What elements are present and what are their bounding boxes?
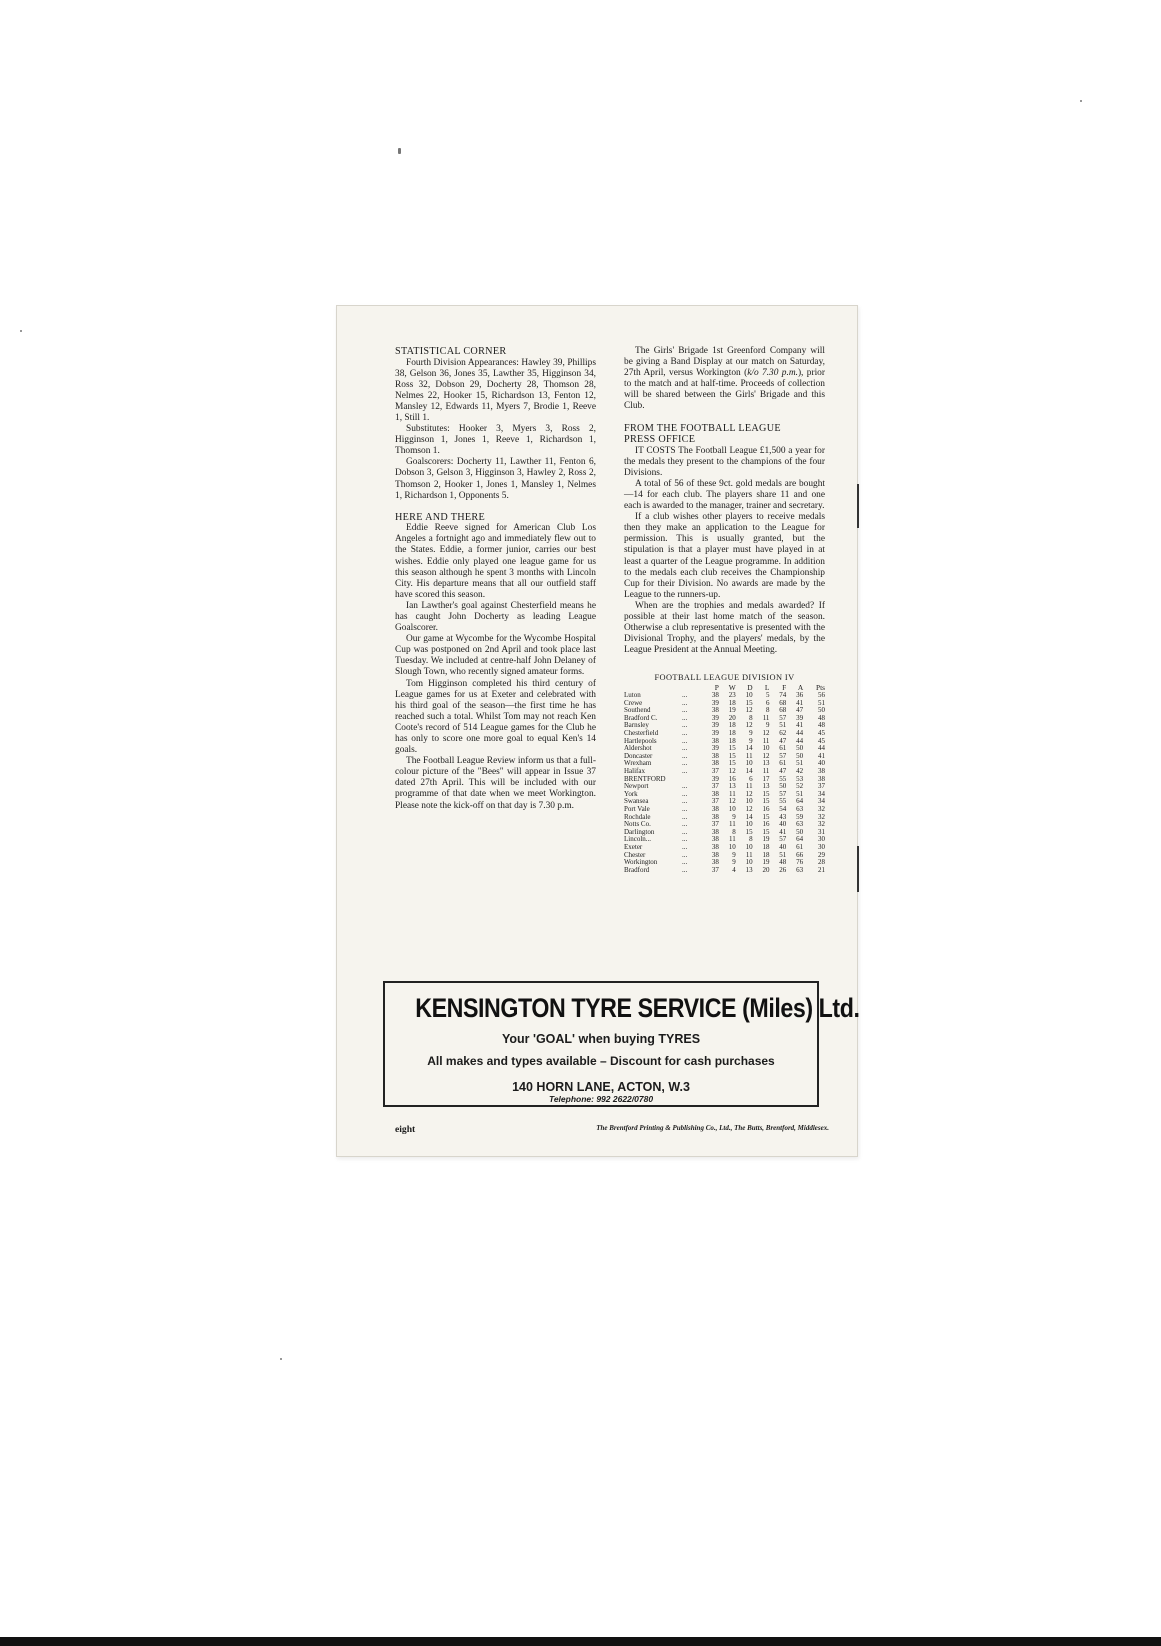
cell-drawn: 14	[745, 744, 753, 753]
page-number: eight	[395, 1124, 416, 1135]
table-row	[624, 745, 825, 753]
cell-drawn: 15	[745, 698, 753, 707]
cell-goals-for: 50	[779, 782, 787, 791]
cell-played: 38	[711, 842, 719, 851]
cell-goals-for: 68	[779, 706, 787, 715]
cell-played: 38	[711, 691, 719, 700]
cell-goals-for: 41	[779, 827, 787, 836]
cell-goals-against: 41	[796, 698, 804, 707]
cell-points: 30	[818, 842, 825, 851]
cell-lost: 20	[762, 865, 770, 874]
cell-goals-against: 42	[796, 766, 804, 775]
advert-offer: All makes and types available – Discount for cash purchases	[427, 1054, 775, 1068]
here-and-there-heading: HERE AND THERE	[395, 511, 486, 523]
cell-played: 38	[711, 759, 719, 768]
cell-goals-for: 74	[779, 691, 787, 700]
cell-won: 15	[728, 751, 736, 760]
team-name: Wrexham	[624, 759, 652, 768]
cell-lost: 10	[762, 744, 770, 753]
cell-drawn: 11	[745, 782, 753, 791]
team-name: Darlington	[624, 827, 655, 836]
cell-goals-for: 43	[779, 812, 787, 821]
cell-goals-against: 51	[796, 789, 804, 798]
cell-lost: 15	[762, 789, 770, 798]
cell-goals-for: 61	[779, 759, 787, 768]
programme-page	[336, 305, 858, 1157]
team-name: Lincoln...	[624, 835, 652, 844]
league-table-header-row	[624, 684, 825, 692]
table-row	[624, 821, 825, 829]
cell-goals-against: 39	[796, 713, 804, 722]
league-review-paragraph: The Football League Review inform us that a full-colour picture of the "Bees" will appear in Issue 37 dated 27th April. This will be included with our programme of that date when we meet Workington. Please note the kick-off on that day is 7.30 p.m.	[395, 756, 596, 811]
col-header-d: D	[747, 683, 753, 693]
cell-points: 28	[818, 858, 825, 867]
cell-goals-against: 44	[796, 736, 804, 745]
cell-drawn: 6	[749, 774, 753, 783]
goalscorers-paragraph: Goalscorers: Docherty 11, Lawther 11, Fenton 6, Dobson 3, Gelson 3, Higginson 3, Hawley 2, Ross 2, Thomson 2, Hooker 1, Jones 1, Mansley 1, Nelmes 1, Richardson 1, Opponents 5.	[395, 457, 596, 501]
table-row	[624, 806, 825, 814]
cell-points: 45	[818, 736, 825, 745]
cell-lost: 16	[762, 820, 770, 829]
cell-goals-for: 68	[779, 698, 787, 707]
printer-credit: The Brentford Printing & Publishing Co., Ltd., The Butts, Brentford, Middlesex.	[596, 1124, 829, 1132]
cell-won: 4	[732, 865, 736, 874]
cell-played: 39	[711, 698, 719, 707]
col-header-a: A	[797, 683, 804, 693]
leader-dots: ...	[682, 736, 688, 745]
leader-dots: ...	[682, 759, 688, 768]
cell-points: 38	[818, 774, 825, 783]
cell-goals-against: 63	[796, 820, 804, 829]
football-league-heading-line2: PRESS OFFICE	[624, 434, 696, 446]
cell-drawn: 13	[745, 865, 753, 874]
leader-dots: ...	[682, 751, 688, 760]
cell-goals-against: 36	[796, 691, 804, 700]
leader-dots: ...	[682, 804, 688, 813]
table-row	[624, 844, 825, 852]
leader-dots: ...	[682, 766, 688, 775]
cell-drawn: 10	[745, 820, 753, 829]
leader-dots: ...	[682, 850, 688, 859]
cell-goals-against: 50	[796, 744, 804, 753]
cell-points: 30	[818, 835, 825, 844]
col-header-w: W	[728, 683, 736, 693]
team-name: Aldershot	[624, 744, 652, 753]
cell-points: 40	[818, 759, 825, 768]
cell-drawn: 10	[745, 759, 753, 768]
cell-points: 50	[818, 706, 825, 715]
cell-played: 38	[711, 827, 719, 836]
cell-goals-for: 57	[779, 835, 787, 844]
advert-company-name: KENSINGTON TYRE SERVICE (Miles) Ltd.	[415, 993, 860, 1023]
cell-won: 16	[728, 774, 736, 783]
cell-played: 38	[711, 812, 719, 821]
cell-goals-for: 47	[779, 766, 787, 775]
leader-dots: ...	[682, 698, 688, 707]
cell-lost: 15	[762, 827, 770, 836]
cell-goals-against: 50	[796, 827, 804, 836]
cell-drawn: 10	[745, 797, 753, 806]
cell-goals-against: 41	[796, 721, 804, 730]
cell-points: 45	[818, 729, 825, 737]
team-name: Chesterfield	[624, 729, 659, 737]
table-row	[624, 867, 825, 875]
cell-points: 37	[818, 782, 825, 791]
cell-played: 38	[711, 789, 719, 798]
cell-played: 39	[711, 721, 719, 730]
team-name: Barnsley	[624, 721, 649, 730]
cell-goals-against: 52	[796, 782, 804, 791]
leader-dots: ...	[682, 744, 688, 753]
staple-mark	[857, 484, 859, 528]
cell-lost: 8	[765, 706, 770, 715]
team-name: Bradford C.	[624, 713, 658, 722]
cell-drawn: 12	[745, 721, 753, 730]
cell-lost: 18	[762, 850, 770, 859]
cell-lost: 19	[762, 858, 770, 867]
cell-goals-for: 61	[779, 744, 787, 753]
leader-dots: ...	[682, 865, 688, 874]
leader-dots: ...	[682, 842, 688, 851]
cell-won: 18	[728, 698, 736, 707]
cell-points: 48	[818, 713, 825, 722]
cell-won: 10	[728, 842, 736, 851]
team-name: Notts Co.	[624, 820, 651, 829]
cell-goals-for: 62	[779, 729, 787, 737]
advert-address: 140 HORN LANE, ACTON, W.3	[512, 1080, 690, 1094]
cell-points: 32	[818, 812, 825, 821]
cell-won: 12	[728, 766, 736, 775]
cell-goals-for: 55	[779, 774, 787, 783]
cell-won: 15	[728, 759, 736, 768]
leader-dots: ...	[682, 691, 688, 700]
col-header-l: L	[764, 683, 770, 693]
cell-played: 37	[711, 782, 719, 791]
team-name: Hartlepools	[624, 736, 657, 745]
cell-goals-for: 51	[779, 721, 787, 730]
cell-lost: 19	[762, 835, 770, 844]
cell-played: 38	[711, 706, 719, 715]
cell-won: 15	[728, 744, 736, 753]
cell-points: 48	[818, 721, 825, 730]
football-league-heading-line1: FROM THE FOOTBALL LEAGUE	[624, 422, 781, 434]
cell-won: 23	[728, 691, 736, 700]
table-row	[624, 760, 825, 768]
left-column	[395, 346, 596, 812]
cell-drawn: 10	[745, 691, 753, 700]
cell-goals-against: 47	[796, 706, 804, 715]
leader-dots: ...	[682, 789, 688, 798]
cell-won: 8	[732, 827, 736, 836]
table-row	[624, 859, 825, 867]
cell-lost: 17	[762, 774, 770, 783]
cell-lost: 13	[762, 759, 770, 768]
scan-edge-bar	[0, 1637, 1161, 1646]
girls-brigade-paragraph: The Girls' Brigade 1st Greenford Company will be giving a Band Display at our match on Saturday, 27th April, versus Workington (k/o 7.30 p.m.), prior to the match and at half-time. Proceeds of collection will be shared between the Girls' Brigade and this Club.	[624, 346, 825, 412]
table-row	[624, 753, 825, 761]
trophies-awarded-paragraph: When are the trophies and medals awarded? If possible at their last home match of the season. Otherwise a club representative is presented with the Divisional Trophy, and the players' medals, by the League President at the Annual Meeting.	[624, 600, 825, 656]
team-name: Crewe	[624, 698, 643, 707]
cell-goals-against: 63	[796, 804, 804, 813]
cell-points: 31	[818, 827, 825, 836]
team-name: Port Vale	[624, 804, 650, 813]
cell-lost: 18	[762, 842, 770, 851]
team-name: Halifax	[624, 766, 645, 775]
cell-goals-against: 50	[796, 751, 804, 760]
table-row	[624, 814, 825, 822]
cell-played: 38	[711, 850, 719, 859]
cell-lost: 11	[762, 766, 770, 775]
cell-won: 18	[728, 721, 736, 730]
cell-points: 41	[818, 751, 825, 760]
cell-goals-for: 40	[779, 820, 787, 829]
cell-points: 32	[818, 820, 825, 829]
cell-goals-for: 51	[779, 850, 787, 859]
cell-played: 39	[711, 713, 719, 722]
leader-dots: ...	[682, 721, 688, 730]
cell-points: 44	[818, 744, 825, 753]
table-row	[624, 791, 825, 799]
cell-drawn: 9	[749, 729, 753, 737]
leader-dots: ...	[682, 782, 688, 791]
cell-goals-for: 40	[779, 842, 787, 851]
cell-lost: 15	[762, 812, 770, 821]
cell-won: 11	[728, 789, 736, 798]
reeve-paragraph: Eddie Reeve signed for American Club Los Angeles a fortnight ago and immediately flew out to the States. Eddie, a former junior, carries our best wishes. Eddie only played one league game for us this season although he spent 3 months with Lincoln City. His departure means that all our outfield staff have scored this season.	[395, 523, 596, 600]
cell-won: 10	[728, 804, 736, 813]
cell-played: 37	[711, 797, 719, 806]
cell-points: 34	[818, 789, 825, 798]
cell-points: 34	[818, 797, 825, 806]
leader-dots: ...	[682, 820, 688, 829]
staple-mark	[857, 846, 859, 892]
cell-goals-for: 26	[779, 865, 787, 874]
cell-played: 39	[711, 729, 719, 737]
col-header-f: F	[782, 683, 787, 693]
cell-lost: 11	[762, 736, 770, 745]
cell-drawn: 12	[745, 789, 753, 798]
substitutes-paragraph: Substitutes: Hooker 3, Myers 3, Ross 2, Higginson 1, Jones 1, Reeve 1, Richardson 1, Thomson 1.	[395, 424, 596, 457]
cell-drawn: 8	[749, 713, 753, 722]
cell-drawn: 10	[745, 858, 753, 867]
cell-goals-against: 66	[796, 850, 804, 859]
cell-drawn: 14	[745, 812, 753, 821]
league-table	[624, 684, 825, 874]
medals-cost-paragraph: IT COSTS The Football League £1,500 a year for the medals they present to the champions of the four Divisions.	[624, 445, 825, 478]
kickoff-time: k/o 7.30 p.m.	[747, 368, 798, 379]
cell-goals-for: 55	[779, 797, 787, 806]
team-name: Newport	[624, 782, 649, 791]
cell-played: 39	[711, 774, 719, 783]
cell-won: 9	[732, 812, 736, 821]
cell-played: 37	[711, 766, 719, 775]
cell-goals-against: 53	[796, 774, 804, 783]
kensington-tyre-advert	[383, 981, 860, 1107]
col-header-pts: Pts	[815, 683, 825, 693]
cell-played: 39	[711, 744, 719, 753]
cell-lost: 9	[765, 721, 770, 730]
cell-won: 11	[728, 835, 736, 844]
cell-played: 38	[711, 751, 719, 760]
table-row	[624, 776, 825, 784]
cell-won: 13	[728, 782, 736, 791]
leader-dots: ...	[682, 713, 688, 722]
cell-drawn: 12	[745, 804, 753, 813]
cell-won: 19	[728, 706, 736, 715]
cell-goals-against: 44	[796, 729, 804, 737]
table-row	[624, 798, 825, 806]
leader-dots: ...	[682, 835, 688, 844]
cell-drawn: 12	[745, 706, 753, 715]
team-name: Doncaster	[624, 751, 653, 760]
cell-won: 18	[728, 729, 736, 737]
scan-speck	[398, 148, 401, 154]
medals-total-paragraph: A total of 56 of these 9ct. gold medals are bought—14 for each club. The players share 11 and one each is awarded to the manager, trainer and secretary.	[624, 478, 825, 512]
medals-application-paragraph: If a club wishes other players to receive medals then they make an application to the League for permission. This is usually granted, but the stipulation is that a player must have played in at least a quarter of the League programme. In addition to the medals each club receives the Championship Cup for their Division. No awards are made by the League to the runners-up.	[624, 512, 825, 600]
right-column	[624, 346, 825, 874]
higginson-paragraph: Tom Higginson completed his third century of League games for us at Exeter and celebrated with his third goal of the season—the first time he has reached such a total. Whilst Tom may not reach Ken Coote's record of 514 League games for the Club he has only to score one more goal to equal Ken's 14 goals.	[395, 678, 596, 756]
cell-goals-against: 61	[796, 842, 804, 851]
statistical-corner-heading: STATISTICAL CORNER	[395, 346, 507, 357]
cell-goals-for: 57	[779, 789, 787, 798]
cell-lost: 13	[762, 782, 770, 791]
table-row	[624, 829, 825, 837]
cell-won: 20	[728, 713, 736, 722]
cell-lost: 12	[762, 751, 770, 760]
team-name: Bradford	[624, 865, 650, 874]
leader-dots: ...	[682, 827, 688, 836]
team-name: Chester	[624, 850, 646, 859]
scan-speck	[280, 1358, 282, 1360]
cell-points: 56	[818, 691, 825, 700]
table-row	[624, 700, 825, 708]
cell-drawn: 11	[745, 751, 753, 760]
cell-lost: 5	[765, 691, 770, 700]
col-header-p: P	[714, 683, 719, 693]
cell-won: 9	[732, 850, 736, 859]
cell-lost: 15	[762, 797, 770, 806]
cell-lost: 6	[765, 698, 770, 707]
cell-goals-against: 63	[796, 865, 804, 874]
cell-won: 9	[732, 858, 736, 867]
appearances-paragraph: Fourth Division Appearances: Hawley 39, Phillips 38, Gelson 36, Jones 35, Lawther 35, Higginson 34, Ross 32, Dobson 29, Docherty 28, Thomson 28, Nelmes 22, Hooker 15, Richardson 13, Fenton 12, Mansley 12, Edwards 11, Myers 7, Brodie 1, Reeve 1, Still 1.	[395, 357, 596, 423]
cell-points: 38	[818, 766, 825, 775]
team-name: Workington	[624, 858, 658, 867]
cell-goals-for: 57	[779, 751, 787, 760]
cell-goals-for: 54	[779, 804, 787, 813]
leader-dots: ...	[682, 797, 688, 806]
cell-won: 18	[728, 736, 736, 745]
cell-drawn: 11	[745, 850, 753, 859]
cell-drawn: 9	[749, 736, 753, 745]
cell-played: 38	[711, 736, 719, 745]
team-name: Southend	[624, 706, 651, 715]
table-row	[624, 738, 825, 746]
leader-dots: ...	[682, 858, 688, 867]
cell-goals-against: 76	[796, 858, 804, 867]
cell-goals-against: 59	[796, 812, 804, 821]
table-row	[624, 692, 825, 700]
table-row	[624, 783, 825, 791]
cell-goals-against: 64	[796, 835, 804, 844]
cell-played: 37	[711, 820, 719, 829]
scan-speck	[20, 330, 22, 332]
leader-dots: ...	[682, 706, 688, 715]
cell-goals-for: 57	[779, 713, 787, 722]
scan-speck	[1080, 100, 1082, 102]
cell-points: 51	[818, 698, 825, 707]
cell-lost: 11	[762, 713, 770, 722]
team-name: BRENTFORD	[624, 774, 666, 783]
league-table-title: FOOTBALL LEAGUE DIVISION IV	[654, 673, 795, 683]
cell-goals-for: 48	[779, 858, 787, 867]
team-name: Rochdale	[624, 812, 651, 821]
cell-won: 11	[728, 820, 736, 829]
cell-played: 38	[711, 804, 719, 813]
cell-drawn: 14	[745, 766, 753, 775]
cell-lost: 16	[762, 804, 770, 813]
table-row	[624, 836, 825, 844]
cell-drawn: 10	[745, 842, 753, 851]
cell-goals-against: 64	[796, 797, 804, 806]
cell-goals-for: 47	[779, 736, 787, 745]
cell-drawn: 8	[749, 835, 753, 844]
wycombe-paragraph: Our game at Wycombe for the Wycombe Hospital Cup was postponed on 2nd April and took place last Tuesday. We included at centre-half John Delaney of Slough Town, who recently signed amateur forms.	[395, 634, 596, 678]
leader-dots: ...	[682, 812, 688, 821]
cell-points: 29	[818, 850, 825, 859]
cell-points: 21	[818, 865, 825, 874]
team-name: Exeter	[624, 842, 643, 851]
cell-played: 38	[711, 835, 719, 844]
cell-lost: 12	[762, 729, 770, 737]
team-name: York	[624, 789, 638, 798]
cell-played: 38	[711, 858, 719, 867]
cell-drawn: 15	[745, 827, 753, 836]
advert-slogan: Your 'GOAL' when buying TYRES	[501, 1032, 701, 1046]
team-name: Luton	[624, 691, 641, 700]
lawther-paragraph: Ian Lawther's goal against Chesterfield means he has caught John Docherty as leading League Goalscorer.	[395, 600, 596, 634]
cell-goals-against: 51	[796, 759, 804, 768]
advert-telephone: Telephone: 992 2622/0780	[548, 1094, 654, 1104]
cell-won: 12	[728, 797, 736, 806]
leader-dots: ...	[682, 729, 688, 737]
table-row	[624, 715, 825, 723]
cell-points: 32	[818, 804, 825, 813]
cell-played: 37	[711, 865, 719, 874]
team-name: Swansea	[624, 797, 649, 806]
